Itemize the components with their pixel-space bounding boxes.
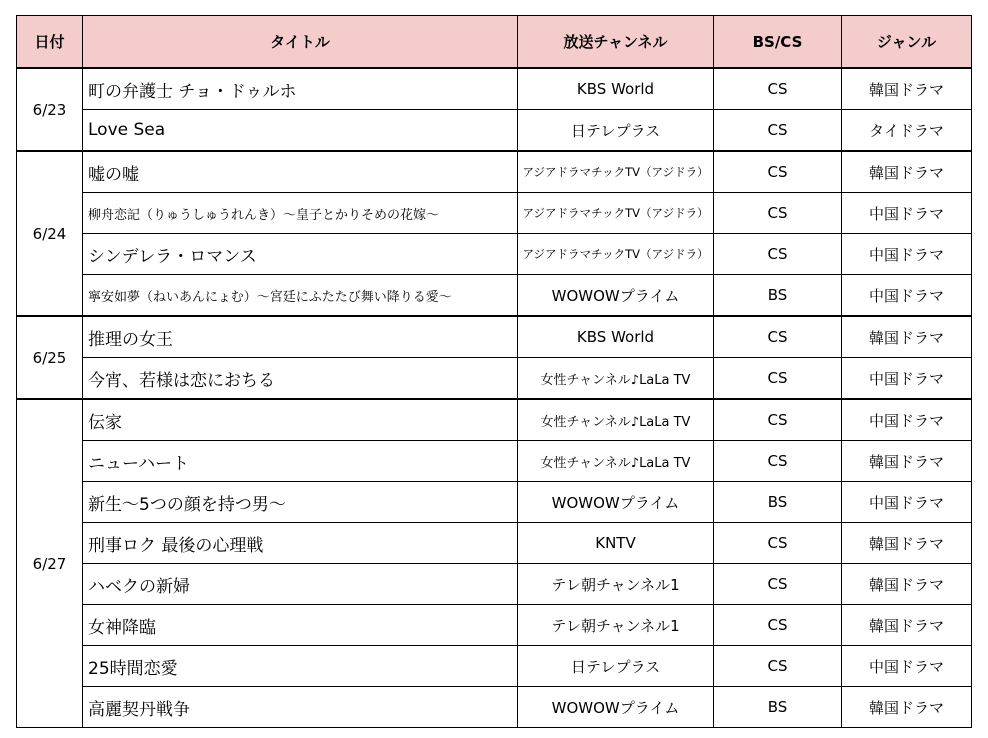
bscs-cell: CS bbox=[714, 605, 842, 646]
header-date: 日付 bbox=[17, 16, 83, 69]
table-row bbox=[17, 687, 972, 728]
bscs-cell: CS bbox=[714, 234, 842, 275]
title-cell: Love Sea bbox=[83, 110, 518, 152]
channel-cell: アジアドラマチックTV（アジドラ） bbox=[518, 234, 714, 275]
header-title: タイトル bbox=[83, 16, 518, 69]
bscs-cell: CS bbox=[714, 316, 842, 358]
title-cell: 寧安如夢（ねいあんにょむ）～宮廷にふたたび舞い降りる愛～ bbox=[83, 275, 518, 317]
header-channel: 放送チャンネル bbox=[518, 16, 714, 69]
genre-cell: 韓国ドラマ bbox=[842, 151, 972, 193]
genre-cell: 韓国ドラマ bbox=[842, 687, 972, 728]
title-cell: ハベクの新婦 bbox=[83, 564, 518, 605]
bscs-cell: CS bbox=[714, 68, 842, 110]
bscs-cell: CS bbox=[714, 646, 842, 687]
date-cell: 6/27 bbox=[17, 399, 83, 728]
header-row bbox=[17, 16, 972, 69]
table-row bbox=[17, 110, 972, 152]
header-bscs: BS/CS bbox=[714, 16, 842, 69]
genre-cell: 韓国ドラマ bbox=[842, 68, 972, 110]
table-row bbox=[17, 399, 972, 441]
date-cell: 6/23 bbox=[17, 68, 83, 151]
genre-cell: 韓国ドラマ bbox=[842, 523, 972, 564]
bscs-cell: CS bbox=[714, 564, 842, 605]
title-cell: 伝家 bbox=[83, 399, 518, 441]
table-row bbox=[17, 193, 972, 234]
channel-cell: アジアドラマチックTV（アジドラ） bbox=[518, 151, 714, 193]
title-cell: 町の弁護士 チョ・ドゥルホ bbox=[83, 68, 518, 110]
date-cell: 6/25 bbox=[17, 316, 83, 399]
genre-cell: 中国ドラマ bbox=[842, 482, 972, 523]
channel-cell: 日テレプラス bbox=[518, 110, 714, 152]
bscs-cell: CS bbox=[714, 441, 842, 482]
channel-cell: KNTV bbox=[518, 523, 714, 564]
broadcast-schedule-table bbox=[16, 15, 972, 728]
title-cell: 女神降臨 bbox=[83, 605, 518, 646]
bscs-cell: CS bbox=[714, 193, 842, 234]
table-row bbox=[17, 564, 972, 605]
genre-cell: 韓国ドラマ bbox=[842, 564, 972, 605]
bscs-cell: CS bbox=[714, 358, 842, 400]
channel-cell: 女性チャンネル♪LaLa TV bbox=[518, 441, 714, 482]
genre-cell: 中国ドラマ bbox=[842, 358, 972, 400]
genre-cell: 中国ドラマ bbox=[842, 275, 972, 317]
table-row bbox=[17, 358, 972, 400]
title-cell: ニューハート bbox=[83, 441, 518, 482]
table-row bbox=[17, 523, 972, 564]
channel-cell: テレ朝チャンネル1 bbox=[518, 605, 714, 646]
channel-cell: 女性チャンネル♪LaLa TV bbox=[518, 399, 714, 441]
channel-cell: テレ朝チャンネル1 bbox=[518, 564, 714, 605]
genre-cell: 中国ドラマ bbox=[842, 399, 972, 441]
channel-cell: WOWOWプライム bbox=[518, 687, 714, 728]
genre-cell: 韓国ドラマ bbox=[842, 316, 972, 358]
table-row bbox=[17, 605, 972, 646]
channel-cell: アジアドラマチックTV（アジドラ） bbox=[518, 193, 714, 234]
bscs-cell: CS bbox=[714, 110, 842, 152]
table-row bbox=[17, 482, 972, 523]
title-cell: シンデレラ・ロマンス bbox=[83, 234, 518, 275]
table-row bbox=[17, 316, 972, 358]
bscs-cell: BS bbox=[714, 482, 842, 523]
channel-cell: KBS World bbox=[518, 316, 714, 358]
title-cell: 高麗契丹戦争 bbox=[83, 687, 518, 728]
genre-cell: 韓国ドラマ bbox=[842, 441, 972, 482]
bscs-cell: BS bbox=[714, 687, 842, 728]
title-cell: 柳舟恋記（りゅうしゅうれんき）～皇子とかりそめの花嫁～ bbox=[83, 193, 518, 234]
title-cell: 推理の女王 bbox=[83, 316, 518, 358]
channel-cell: 女性チャンネル♪LaLa TV bbox=[518, 358, 714, 400]
title-cell: 新生～5つの顔を持つ男～ bbox=[83, 482, 518, 523]
table-row bbox=[17, 151, 972, 193]
table-row bbox=[17, 68, 972, 110]
channel-cell: WOWOWプライム bbox=[518, 275, 714, 317]
genre-cell: 中国ドラマ bbox=[842, 646, 972, 687]
genre-cell: 韓国ドラマ bbox=[842, 605, 972, 646]
title-cell: 刑事ロク 最後の心理戦 bbox=[83, 523, 518, 564]
title-cell: 25時間恋愛 bbox=[83, 646, 518, 687]
bscs-cell: CS bbox=[714, 523, 842, 564]
title-cell: 嘘の嘘 bbox=[83, 151, 518, 193]
genre-cell: 中国ドラマ bbox=[842, 193, 972, 234]
genre-cell: 中国ドラマ bbox=[842, 234, 972, 275]
bscs-cell: BS bbox=[714, 275, 842, 317]
table-row bbox=[17, 275, 972, 317]
header-genre: ジャンル bbox=[842, 16, 972, 69]
bscs-cell: CS bbox=[714, 399, 842, 441]
channel-cell: KBS World bbox=[518, 68, 714, 110]
channel-cell: WOWOWプライム bbox=[518, 482, 714, 523]
table-row bbox=[17, 441, 972, 482]
title-cell: 今宵、若様は恋におちる bbox=[83, 358, 518, 400]
channel-cell: 日テレプラス bbox=[518, 646, 714, 687]
table-row bbox=[17, 646, 972, 687]
bscs-cell: CS bbox=[714, 151, 842, 193]
table-row bbox=[17, 234, 972, 275]
date-cell: 6/24 bbox=[17, 151, 83, 316]
genre-cell: タイドラマ bbox=[842, 110, 972, 152]
